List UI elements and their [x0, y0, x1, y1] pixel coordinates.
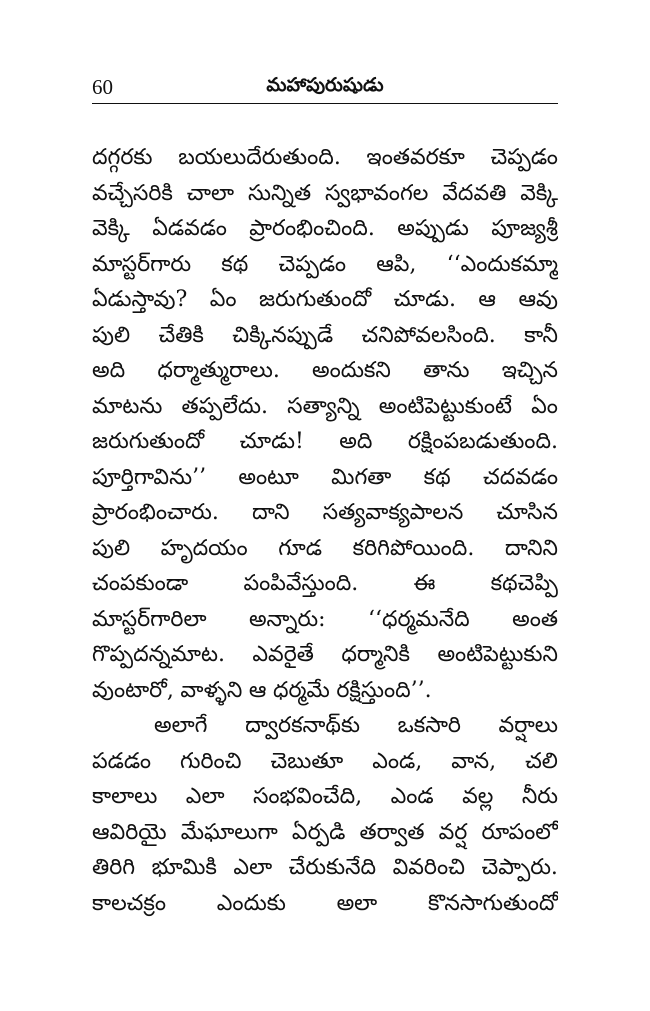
word: ఎవరైతే: [252, 642, 314, 667]
word: పులి: [92, 535, 131, 561]
word: స్వభావంగల: [324, 180, 429, 206]
word: రూపంలో: [481, 819, 558, 845]
text-line: [92, 176, 558, 212]
word: తప్పలేదు.: [181, 393, 268, 419]
word: చనిపోవలసింది.: [361, 322, 496, 348]
word: చంపకుండా: [92, 571, 189, 596]
word: కొనసాగుతుందో: [427, 890, 558, 916]
word: కథచెప్పి: [490, 571, 558, 596]
word: ఆవిరియై: [92, 819, 167, 845]
word: ఏం: [209, 287, 237, 312]
word: ఈ: [413, 571, 436, 596]
text-line: [92, 850, 558, 886]
text-line: [92, 673, 558, 709]
word: బయలుదేరుతుంది.: [178, 145, 341, 170]
word: గూడ: [278, 535, 323, 561]
text-line: [92, 460, 558, 496]
word: ఇచ్చిన: [501, 358, 558, 383]
word: కరిగిపోయింది.: [352, 535, 475, 561]
word: అలా: [336, 890, 378, 916]
word: రక్షింపబడుతుంది.: [407, 429, 558, 454]
text-line: [92, 424, 558, 460]
header-rule: [92, 103, 558, 104]
text-line: [92, 211, 558, 247]
text-line: [92, 708, 558, 744]
word: జరుగుతుందో: [259, 287, 372, 312]
word: అలాగే: [154, 713, 208, 738]
page-number: 60: [92, 75, 113, 99]
page-header: [92, 70, 558, 100]
word: వివరించి: [392, 855, 465, 880]
word: సత్యాన్ని: [287, 393, 360, 419]
word: ఏడవడం: [152, 216, 227, 241]
word: ప్రారంభించింది.: [249, 216, 375, 241]
word: ఒకసారి: [397, 713, 461, 738]
text-line: [92, 744, 558, 780]
word: ‘‘ధర్మమనేది: [367, 606, 470, 632]
word: చూసిన: [496, 500, 558, 525]
text-line: [92, 389, 558, 425]
text-line: [92, 247, 558, 283]
word: వుంటారో,: [92, 677, 174, 703]
word: చాలా: [186, 180, 235, 206]
word: వల్ల: [462, 784, 494, 809]
word: ఏడుస్తావు?: [92, 287, 188, 312]
word: కానీ: [524, 322, 558, 348]
text-line: [92, 602, 558, 638]
word: అంటిపెట్టుకుంటే: [378, 393, 513, 419]
word: ఆ: [478, 287, 496, 312]
word: అన్నారు:: [248, 606, 326, 632]
word: చిక్కినప్పుడే: [232, 322, 334, 348]
word: ఎలా: [185, 784, 225, 809]
word: అది: [92, 358, 126, 383]
word: వాళ్ళని: [180, 677, 243, 703]
word: వర్షాలు: [498, 713, 558, 738]
word: ద్వారకనాథ్‌కు: [245, 713, 361, 738]
text-line: [92, 815, 558, 851]
word: కాలాలు: [92, 784, 158, 809]
word: తిరిగి: [92, 855, 136, 880]
word: వర్ష: [438, 819, 468, 845]
word: ధర్మమే: [273, 677, 330, 703]
word: అంటూ: [238, 464, 299, 490]
word: ఎలా: [233, 855, 273, 880]
word: ఏర్పడి: [291, 819, 346, 845]
word: పడడం: [92, 748, 152, 774]
word: దగ్గరకు: [92, 145, 153, 170]
word: ఎండ: [390, 784, 434, 809]
word: పంపివేస్తుంది.: [243, 571, 359, 596]
word: మాస్టర్‌గారు: [92, 251, 192, 277]
word: అది: [339, 429, 373, 454]
word: మాస్టర్‌గారిలా: [92, 606, 207, 632]
word: అంత: [512, 606, 558, 632]
word: హృదయం: [160, 535, 248, 561]
word: వెక్కి: [92, 216, 130, 241]
word: దానిని: [504, 535, 558, 561]
word: గురించి: [180, 748, 242, 774]
text-line: [92, 282, 558, 318]
word: చెప్పడం: [278, 251, 346, 277]
word: ఎండ,: [372, 748, 423, 774]
word: ఆ: [248, 677, 267, 703]
text-line: [92, 353, 558, 389]
text-line: [92, 637, 558, 673]
word: ప్రారంభించారు.: [92, 500, 219, 525]
text-line: [92, 566, 558, 602]
text-line: [92, 531, 558, 567]
word: చేతికి: [158, 322, 204, 348]
word: నీరు: [521, 784, 558, 809]
word: గొప్పదన్నమాట.: [92, 642, 225, 667]
word: తాను: [423, 358, 470, 383]
word: ఏం: [531, 393, 558, 419]
word: మాటను: [92, 393, 163, 419]
word: అంటిపెట్టుకుని: [437, 642, 558, 667]
word: కాలచక్రం: [92, 890, 167, 916]
word: జరుగుతుందో: [92, 429, 205, 454]
word: చేరుకునేది: [288, 855, 377, 880]
text-line: [92, 495, 558, 531]
word: ధర్మానికి: [341, 642, 410, 667]
word: పులి: [92, 322, 131, 348]
word: చలి: [525, 748, 558, 774]
word: ఆవు: [518, 287, 558, 312]
word: వేదవతి: [442, 180, 507, 206]
word: దాని: [251, 500, 290, 525]
word: చూడు.: [393, 287, 456, 312]
word: భూమికి: [151, 855, 217, 880]
word: చెబుతూ: [270, 748, 344, 774]
word: అప్పుడు: [397, 216, 469, 241]
body-text: [92, 140, 558, 921]
word: మేఘాలుగా: [180, 819, 278, 845]
word: మిగతా: [331, 464, 392, 490]
word: వాన,: [451, 748, 497, 774]
word: చెప్పడం: [490, 145, 558, 170]
word: ధర్మాత్మురాలు.: [157, 358, 280, 383]
word: కథ: [221, 251, 249, 277]
text-line: [92, 318, 558, 354]
word: తర్వాత: [359, 819, 425, 845]
text-line: [92, 140, 558, 176]
word: చదవడం: [482, 464, 558, 490]
word: సంభవించేది,: [252, 784, 363, 809]
text-line: [92, 886, 558, 922]
word: వచ్చేసరికి: [92, 180, 173, 206]
word: ‘‘ఎందుకమ్మా: [446, 251, 558, 277]
text-line: [92, 779, 558, 815]
word: పూజ్యశ్రీ: [491, 216, 558, 241]
word: కథ: [423, 464, 451, 490]
running-title: మహాపురుషుడు: [266, 74, 384, 96]
word: రక్షిస్తుంది’’.: [336, 677, 432, 703]
word: ఇంతవరకూ: [366, 145, 465, 170]
word: సున్నిత: [247, 180, 312, 206]
word: వెక్కి: [520, 180, 558, 206]
word: అందుకని: [312, 358, 391, 383]
word: చూడు!: [239, 429, 304, 454]
word: ఎందుకు: [216, 890, 286, 916]
word: సత్యవాక్యపాలన: [322, 500, 464, 525]
word: పూర్తిగావిను’’: [92, 464, 207, 490]
word: ఆపి,: [376, 251, 417, 277]
word: చెప్పారు.: [481, 855, 558, 880]
